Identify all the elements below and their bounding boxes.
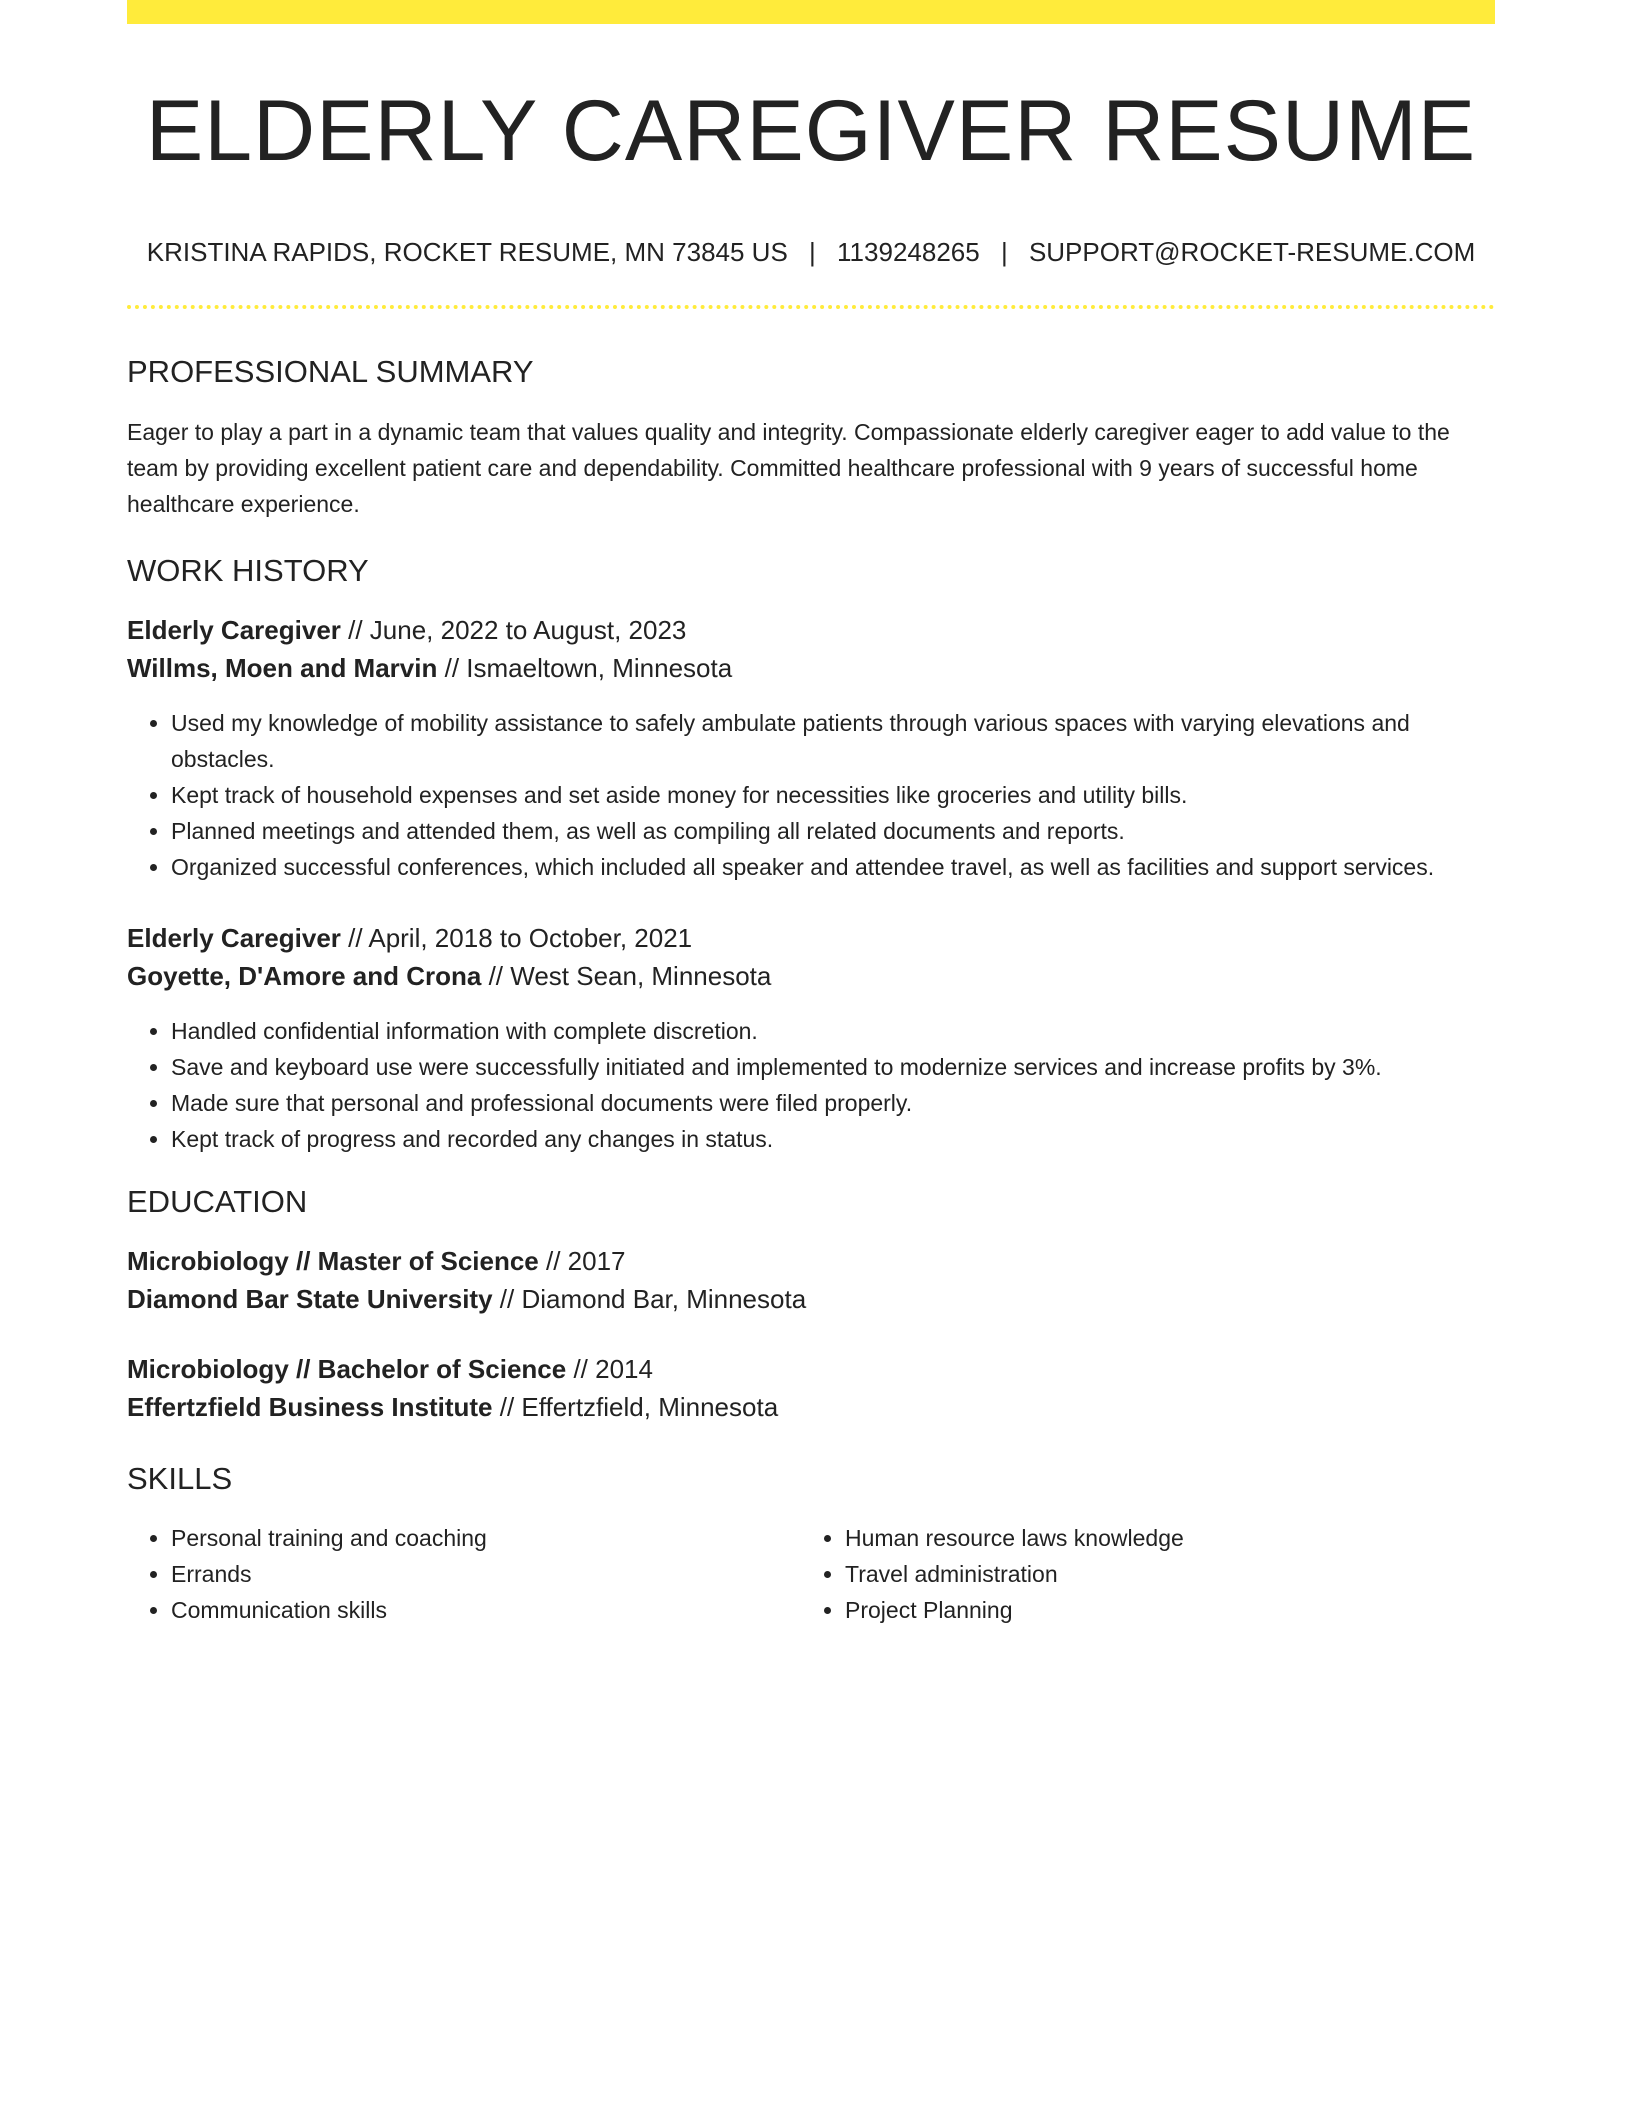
job-title: Elderly Caregiver — [127, 923, 341, 954]
header-divider — [127, 305, 1495, 309]
education-degree: Microbiology // Master of Science — [127, 1246, 539, 1277]
resume-title: ELDERLY CAREGIVER RESUME — [145, 83, 1477, 179]
resume-page — [127, 0, 1495, 1628]
education-school: Diamond Bar State University — [127, 1284, 493, 1315]
job-company-line — [127, 957, 1495, 995]
skill-item: • Errands — [171, 1556, 801, 1592]
job-bullet: • Kept track of progress and recorded any changes in status. — [171, 1121, 1495, 1157]
education-location: // Effertzfield, Minnesota — [492, 1392, 779, 1423]
job-entry — [127, 919, 1495, 1157]
education-year: // 2014 — [566, 1354, 653, 1385]
education-school: Effertzfield Business Institute — [127, 1392, 493, 1423]
job-dates: // April, 2018 to October, 2021 — [340, 923, 693, 954]
job-title-line — [127, 611, 1495, 649]
contact-email: SUPPORT@ROCKET-RESUME.COM — [1028, 236, 1476, 267]
job-location: // West Sean, Minnesota — [481, 961, 772, 992]
education-degree-line — [127, 1242, 1495, 1280]
job-bullet: • Organized successful conferences, which included all speaker and attendee travel, as well as facilities and support services. — [171, 849, 1495, 885]
job-bullet: • Used my knowledge of mobility assistance to safely ambulate patients through various spaces with varying elevations and obstacles. — [171, 705, 1495, 777]
contact-phone: 1139248265 — [837, 236, 980, 267]
skill-item: • Human resource laws knowledge — [845, 1520, 1475, 1556]
job-entry — [127, 611, 1495, 885]
job-bullet: • Save and keyboard use were successfully initiated and implemented to modernize services and increase profits by 3%. — [171, 1049, 1495, 1085]
contact-separator: | — [809, 236, 816, 267]
contact-address: KRISTINA RAPIDS, ROCKET RESUME, MN 73845 US — [146, 236, 788, 267]
skills-heading: SKILLS — [127, 1461, 233, 1497]
job-bullet: • Handled confidential information with complete discretion. — [171, 1013, 1495, 1049]
job-dates: // June, 2022 to August, 2023 — [340, 615, 687, 646]
skills-list — [127, 1520, 1495, 1628]
job-bullet: • Planned meetings and attended them, as well as compiling all related documents and reports. — [171, 813, 1495, 849]
summary-heading: PROFESSIONAL SUMMARY — [127, 353, 534, 389]
summary-text: Eager to play a part in a dynamic team that values quality and integrity. Compassionate elderly caregiver eager to add value to the team by providing excellent patient care and dependability. Committed healthcare professional with 9 years of successful home healthcare experience. — [127, 418, 1450, 517]
job-bullets — [127, 705, 1495, 885]
skill-item: • Travel administration — [845, 1556, 1475, 1592]
job-company-line — [127, 649, 1495, 687]
job-company: Willms, Moen and Marvin — [127, 653, 438, 684]
education-school-line — [127, 1280, 1495, 1318]
education-location: // Diamond Bar, Minnesota — [492, 1284, 807, 1315]
skill-item: • Personal training and coaching — [171, 1520, 801, 1556]
job-bullets — [127, 1013, 1495, 1157]
education-entry — [127, 1242, 1495, 1318]
education-degree: Microbiology // Bachelor of Science — [127, 1354, 567, 1385]
job-company: Goyette, D'Amore and Crona — [127, 961, 482, 992]
skill-item: • Project Planning — [845, 1592, 1475, 1628]
education-degree-line — [127, 1350, 1495, 1388]
skills-column-left — [127, 1520, 801, 1628]
education-school-line — [127, 1388, 1495, 1426]
skills-column-right — [801, 1520, 1475, 1628]
job-location: // Ismaeltown, Minnesota — [437, 653, 733, 684]
job-title-line — [127, 919, 1495, 957]
job-title: Elderly Caregiver — [127, 615, 341, 646]
contact-line — [127, 237, 1495, 268]
job-bullet: • Made sure that personal and professional documents were filed properly. — [171, 1085, 1495, 1121]
job-bullet: • Kept track of household expenses and set aside money for necessities like groceries and utility bills. — [171, 777, 1495, 813]
accent-top-bar — [127, 0, 1495, 24]
education-year: // 2017 — [538, 1246, 626, 1277]
education-heading: EDUCATION — [127, 1184, 308, 1220]
skill-item: • Communication skills — [171, 1592, 801, 1628]
work-history-heading: WORK HISTORY — [127, 552, 369, 588]
education-entry — [127, 1350, 1495, 1426]
contact-separator: | — [1000, 236, 1008, 267]
